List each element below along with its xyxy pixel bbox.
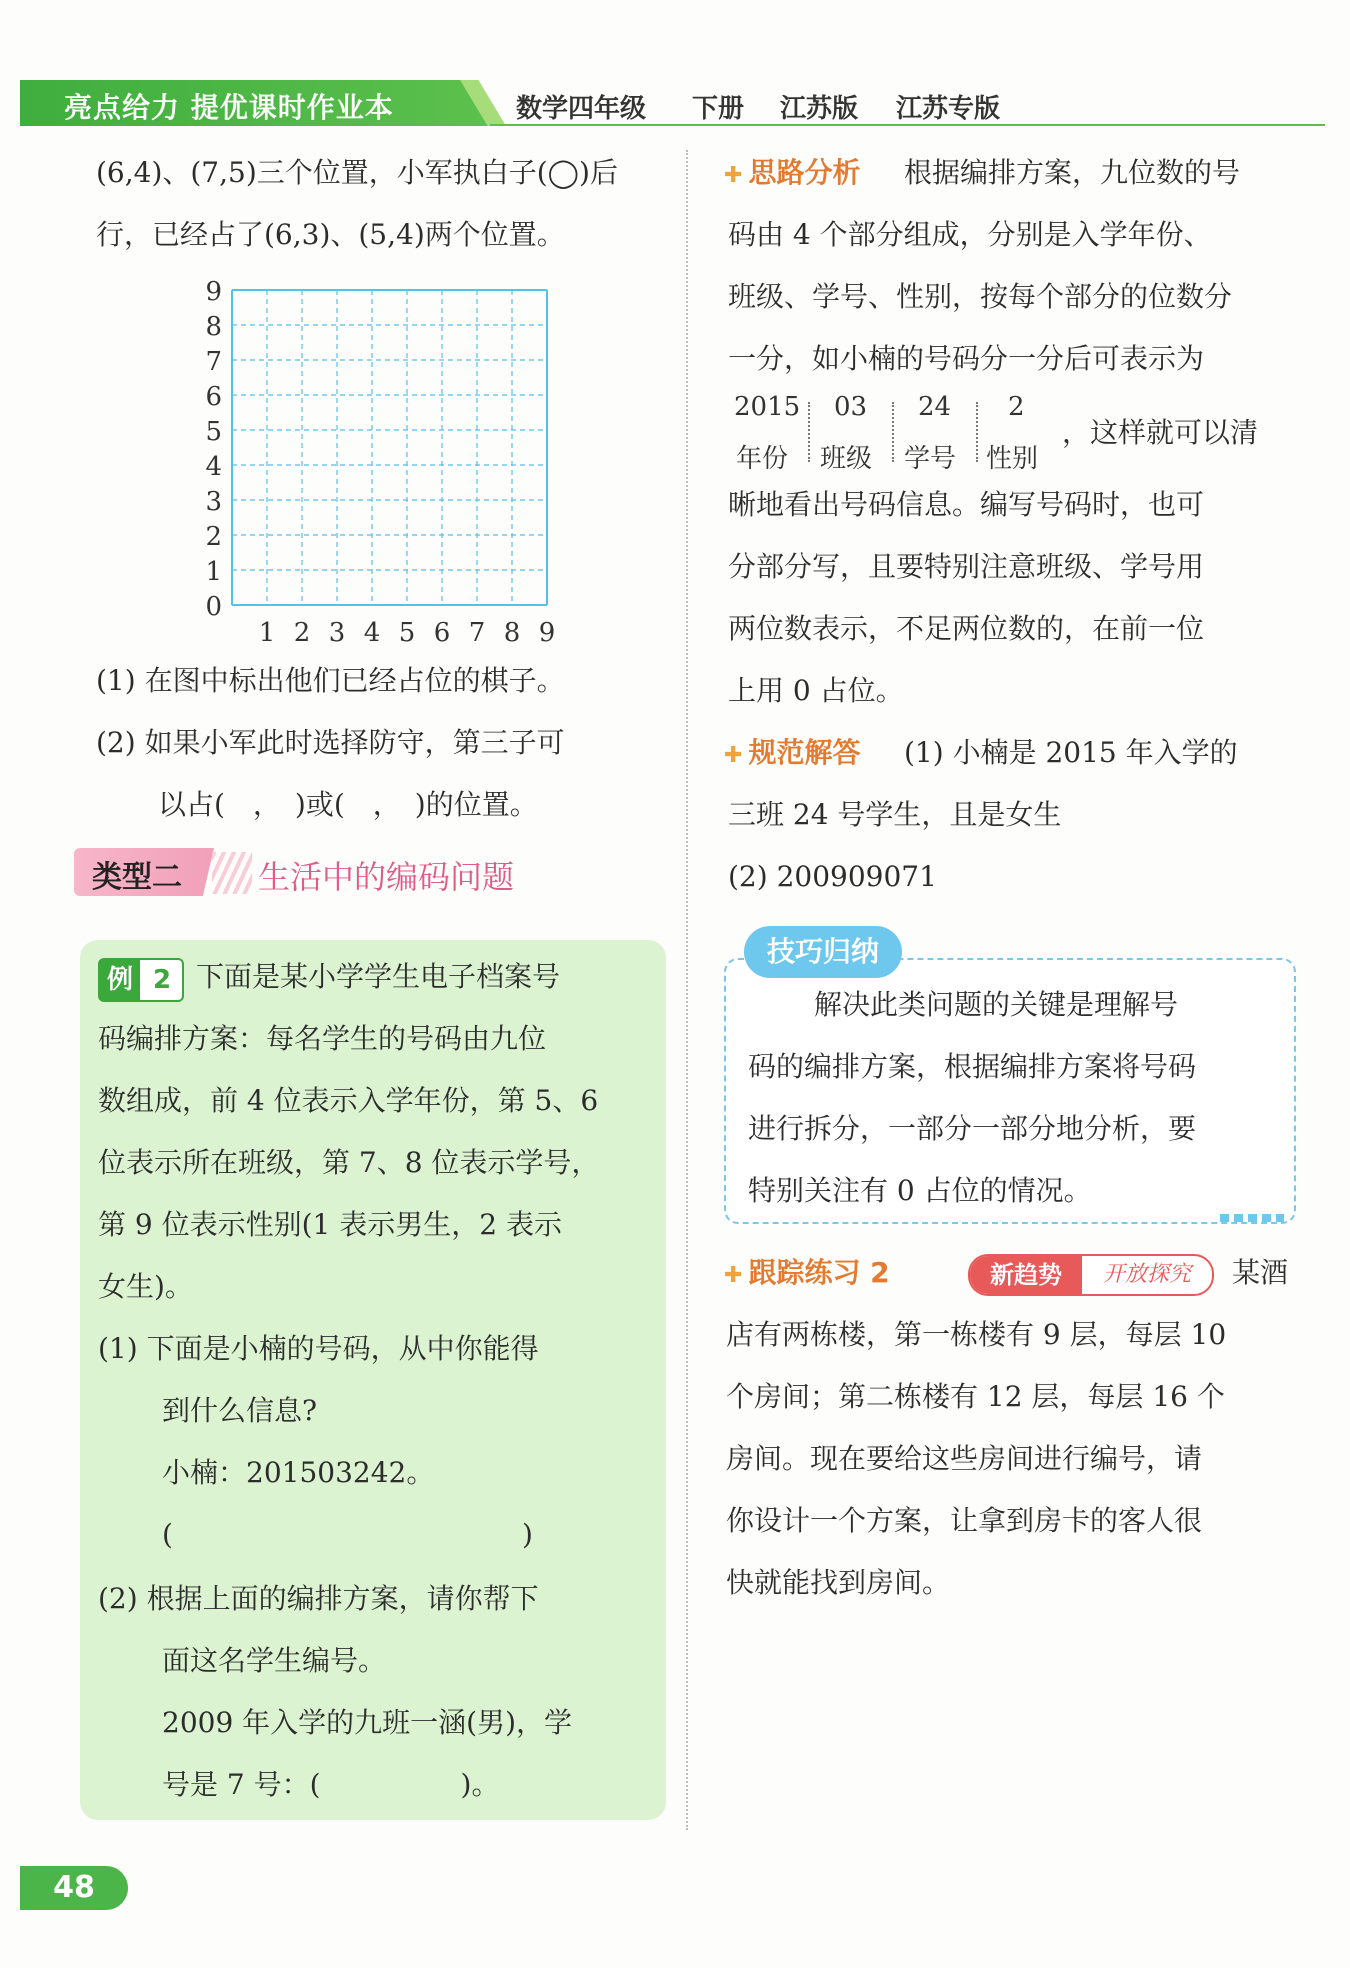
answer-blank-open: ( [162, 1518, 173, 1551]
answer-line-3: (2) 200909071 [728, 860, 937, 893]
code-separator [808, 402, 810, 462]
grid-svg [180, 270, 580, 650]
x-tick-label: 7 [468, 618, 486, 648]
trend-badge-new: 新趋势 [970, 1256, 1082, 1294]
practice-line-1-tail: 某酒 [1232, 1256, 1289, 1289]
plus-icon: ✚ [724, 1263, 743, 1288]
example-part-1-line-3: 小楠：201503242。 [162, 1456, 435, 1489]
practice-line-6: 快就能找到房间。 [726, 1566, 951, 1599]
analysis-line-8: 两位数表示，不足两位数的，在前一位 [728, 612, 1205, 645]
y-tick-label: 7 [205, 347, 222, 377]
analysis-line-4: 一分，如小楠的号码分一分后可表示为 [728, 342, 1205, 375]
answer-line-1: (1) 小楠是 2015 年入学的 [904, 736, 1238, 769]
practice-line-3: 个房间；第二栋楼有 12 层，每层 16 个 [726, 1380, 1225, 1413]
code-part-year-label: 年份 [736, 444, 789, 474]
tip-line-2: 码的编排方案，根据编排方案将号码 [748, 1050, 1197, 1083]
answer-line-2: 三班 24 号学生，且是女生 [728, 798, 1062, 831]
page-number: 48 [20, 1866, 128, 1910]
header-special: 江苏专版 [896, 94, 1001, 124]
tip-dash-decoration [1220, 1214, 1284, 1222]
question-1: (1) 在图中标出他们已经占位的棋子。 [96, 664, 565, 697]
y-tick-label: 5 [205, 417, 222, 447]
code-part-gender: 2 [1008, 392, 1025, 422]
practice-tag-label: 跟踪练习 2 [748, 1256, 890, 1289]
plus-icon: ✚ [724, 743, 743, 768]
plus-icon: ✚ [724, 163, 743, 188]
example-line-6: 女生)。 [98, 1270, 193, 1303]
practice-line-4: 房间。现在要给这些房间进行编号，请 [726, 1442, 1203, 1475]
header [20, 80, 1325, 126]
y-tick-label: 1 [205, 557, 222, 587]
example-line-1: 下面是某小学学生电子档案号 [196, 960, 561, 993]
header-subject: 数学四年级 [516, 94, 647, 124]
y-tick-label: 8 [205, 312, 222, 342]
answer-blank-close: ) [522, 1518, 533, 1551]
code-part-class: 03 [834, 392, 868, 422]
column-divider [686, 150, 688, 1830]
grid-labels [205, 277, 555, 648]
x-tick-label: 8 [503, 618, 521, 648]
tip-line-4: 特别关注有 0 占位的情况。 [748, 1174, 1092, 1207]
code-part-year: 2015 [734, 392, 801, 422]
analysis-line-2: 码由 4 个部分组成，分别是入学年份、 [728, 218, 1212, 251]
y-tick-label: 3 [205, 487, 222, 517]
tip-line-1: 解决此类问题的关键是理解号 [814, 988, 1179, 1021]
analysis-line-9: 上用 0 占位。 [728, 674, 904, 707]
example-part-1-line-1: (1) 下面是小楠的号码，从中你能得 [98, 1332, 539, 1365]
x-tick-label: 5 [398, 618, 416, 648]
analysis-line-3: 班级、学号、性别，按每个部分的位数分 [728, 280, 1233, 313]
example-part-2-line-4: 号是 7 号：( )。 [162, 1768, 500, 1801]
analysis-line-7: 分部分写，且要特别注意班级、学号用 [728, 550, 1205, 583]
analysis-line-5-tail: ，这样就可以清 [1062, 416, 1259, 449]
code-separator [892, 402, 894, 462]
x-tick-label: 2 [293, 618, 311, 648]
intro-line-1: (6,4)、(7,5)三个位置，小军执白子(◯)后 [96, 156, 618, 189]
example-part-2-line-3: 2009 年入学的九班一涵(男)，学 [162, 1706, 573, 1739]
trend-badge-open: 开放探究 [1102, 1262, 1191, 1287]
y-tick-label: 6 [205, 382, 222, 412]
practice-tag [724, 1242, 890, 1307]
header-brand: 亮点给力 提优课时作业本 [64, 91, 394, 124]
example-badge-label: 例 [100, 960, 140, 1000]
section-label: 类型二 [92, 860, 182, 895]
analysis-tag [724, 142, 860, 207]
code-part-class-label: 班级 [820, 444, 873, 474]
y-tick-label: 9 [205, 277, 222, 307]
example-line-2: 码编排方案：每名学生的号码由九位 [98, 1022, 547, 1055]
practice-line-5: 你设计一个方案，让拿到房卡的客人很 [726, 1504, 1203, 1537]
example-line-5: 第 9 位表示性别(1 表示男生，2 表示 [98, 1208, 562, 1241]
x-tick-label: 1 [258, 618, 276, 648]
tip-label: 技巧归纳 [744, 926, 902, 978]
intro-line-2: 行，已经占了(6,3)、(5,4)两个位置。 [96, 218, 565, 251]
code-part-gender-label: 性别 [986, 444, 1039, 474]
example-part-2-line-1: (2) 根据上面的编排方案，请你帮下 [98, 1582, 539, 1615]
example-badge-number: 2 [152, 965, 172, 995]
analysis-line-1: 根据编排方案，九位数的号 [904, 156, 1241, 189]
x-tick-label: 6 [433, 618, 451, 648]
header-edition: 江苏版 [780, 94, 859, 124]
question-2-line-1: (2) 如果小军此时选择防守，第三子可 [96, 726, 565, 759]
example-part-2-line-2: 面这名学生编号。 [162, 1644, 387, 1677]
practice-line-2: 店有两栋楼，第一栋楼有 9 层，每层 10 [726, 1318, 1227, 1351]
section-stripes [212, 852, 252, 894]
analysis-line-6: 晰地看出号码信息。编写号码时，也可 [728, 488, 1205, 521]
y-tick-label: 4 [205, 452, 222, 482]
x-tick-label: 3 [328, 618, 346, 648]
question-2-line-2: 以占( ， )或( ， )的位置。 [158, 788, 538, 821]
code-part-number-label: 学号 [904, 444, 957, 474]
grid-lines [232, 290, 547, 605]
example-part-1-line-2: 到什么信息? [162, 1394, 318, 1427]
example-line-4: 位表示所在班级，第 7、8 位表示学号， [98, 1146, 600, 1179]
example-badge [98, 958, 184, 1002]
code-separator [976, 402, 978, 462]
header-volume: 下册 [692, 94, 745, 124]
answer-tag-label: 规范解答 [748, 736, 861, 769]
x-tick-label: 4 [363, 618, 381, 648]
y-tick-label: 2 [205, 522, 222, 552]
code-part-number: 24 [918, 392, 952, 422]
analysis-tag-label: 思路分析 [748, 156, 861, 189]
trend-badge [968, 1254, 1214, 1296]
x-tick-label: 9 [538, 618, 556, 648]
example-line-3: 数组成，前 4 位表示入学年份，第 5、6 [98, 1084, 599, 1117]
y-tick-label: 0 [205, 592, 222, 622]
tip-line-3: 进行拆分，一部分一部分地分析，要 [748, 1112, 1197, 1145]
coordinate-grid [180, 270, 580, 650]
answer-tag [724, 722, 860, 787]
section-title: 生活中的编码问题 [258, 858, 515, 896]
